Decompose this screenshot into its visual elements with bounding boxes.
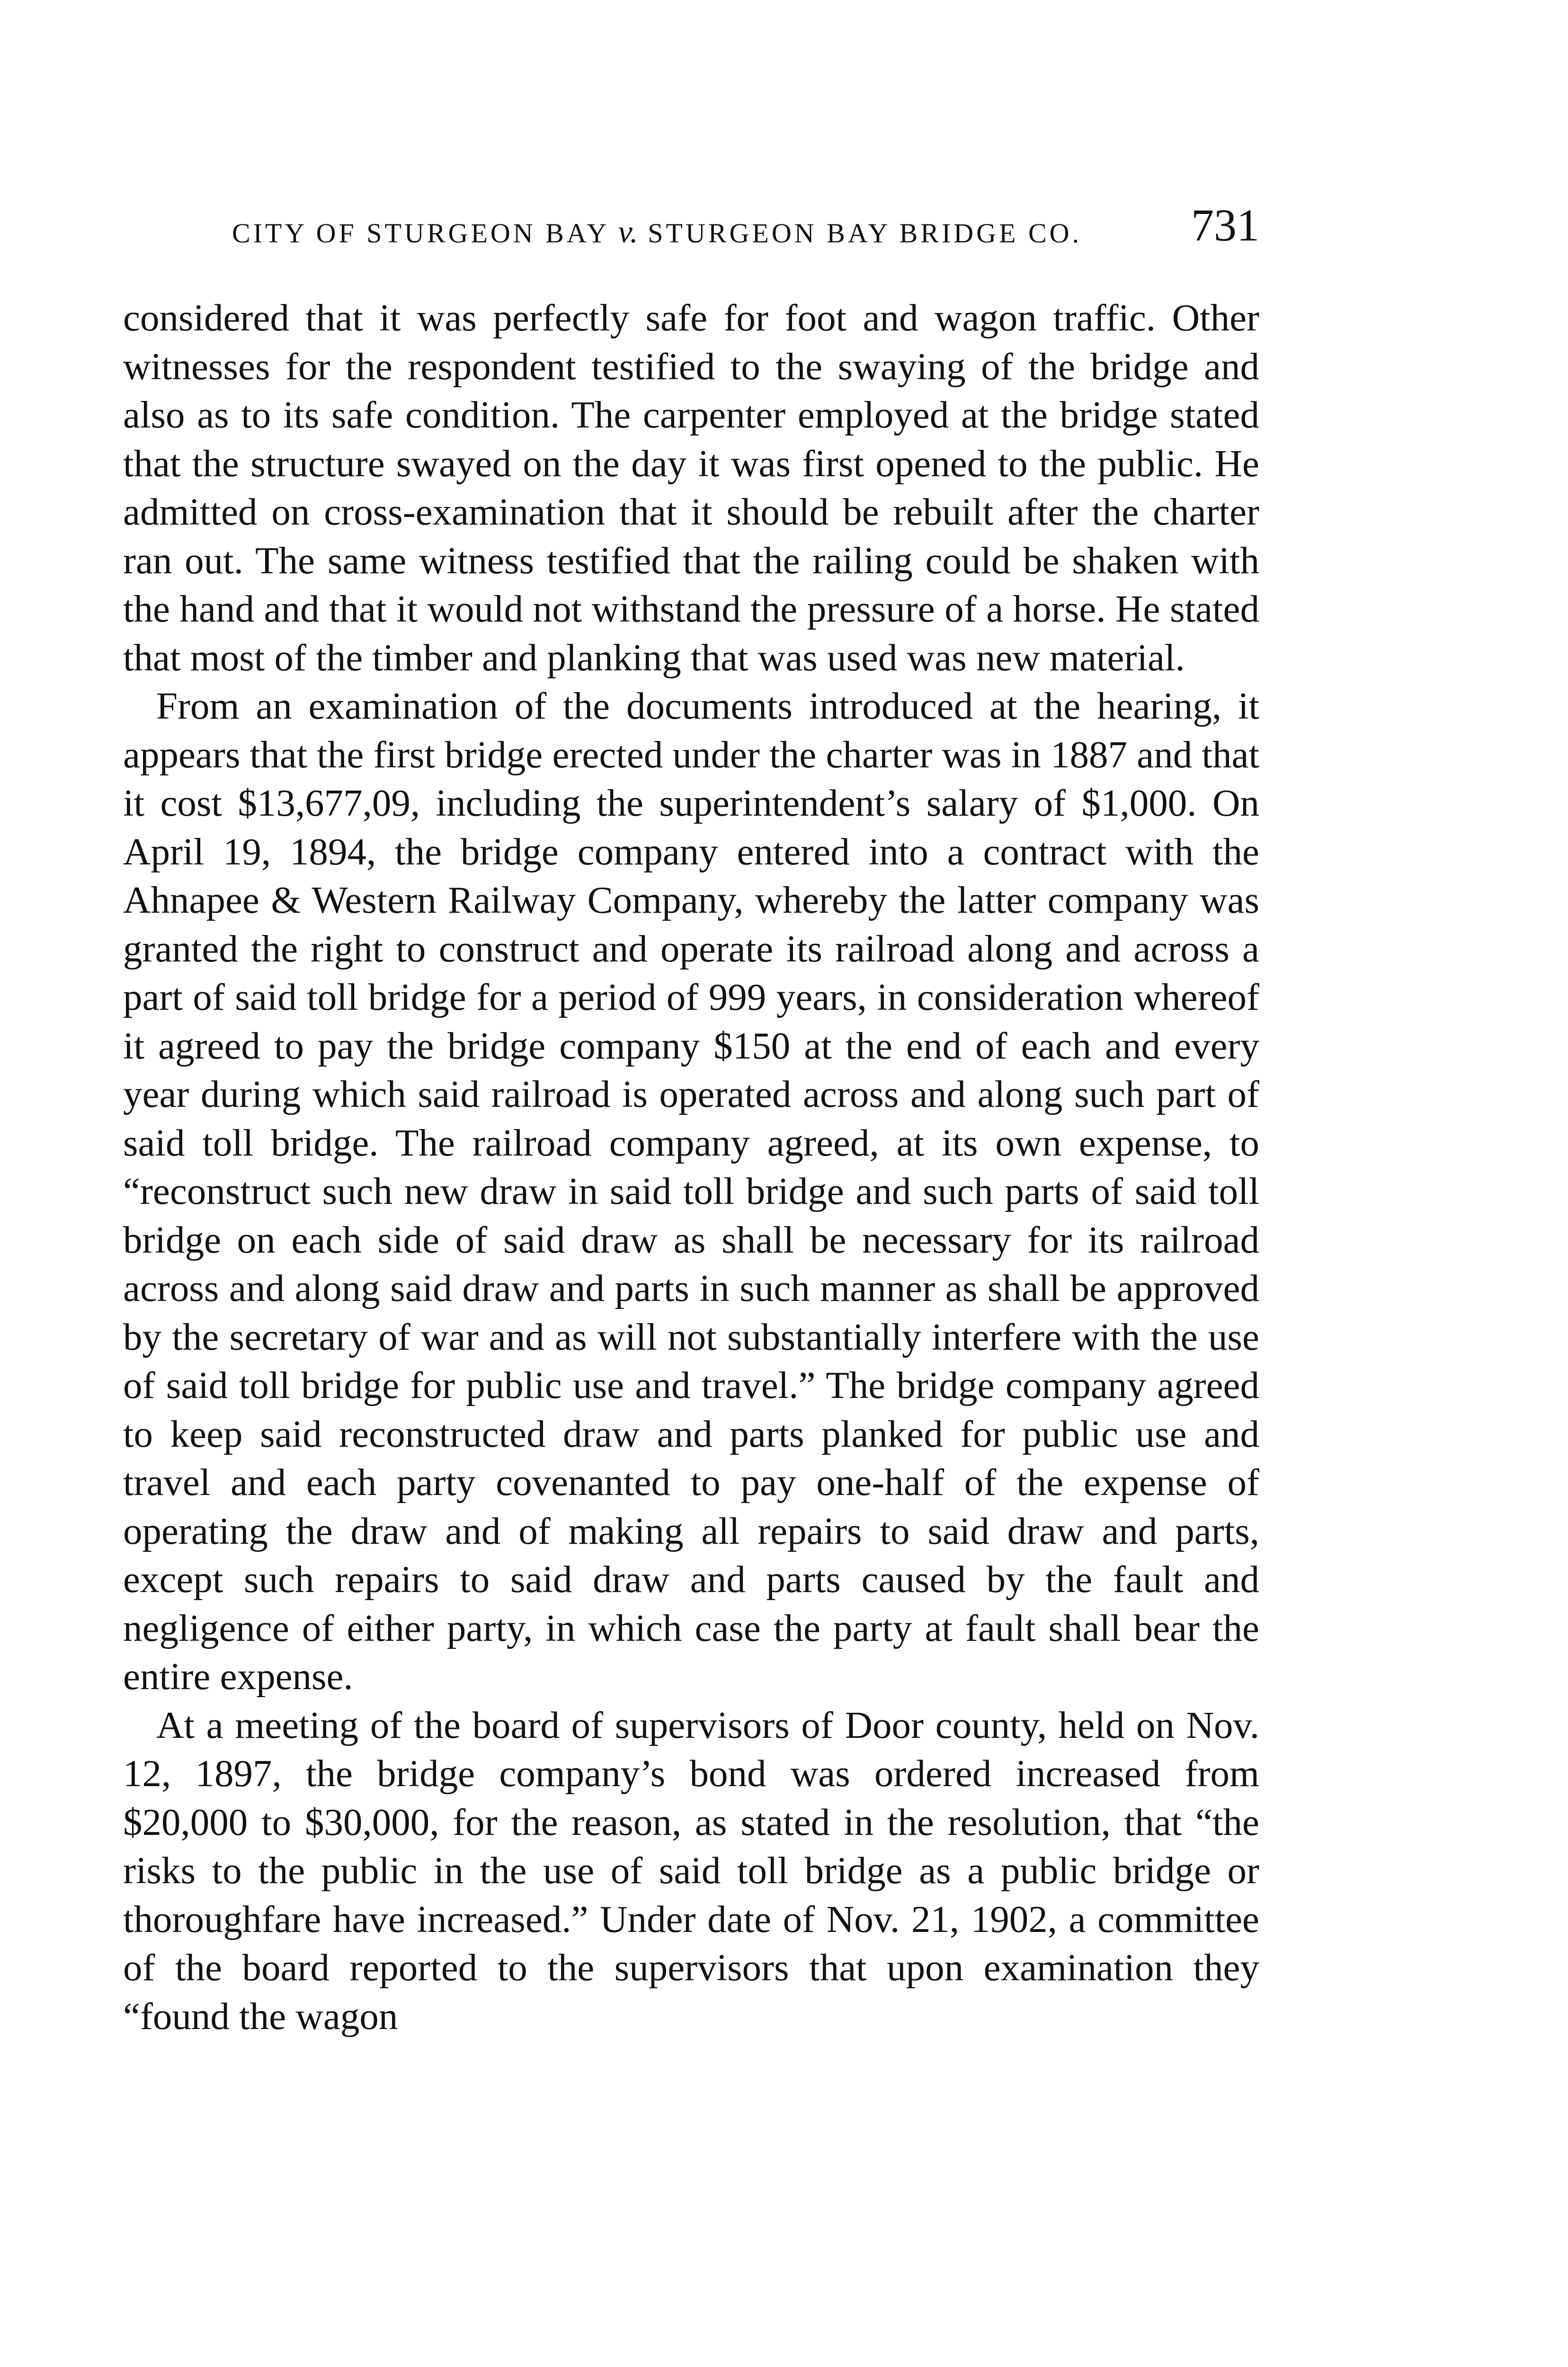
page-number: 731 (1191, 200, 1259, 250)
running-head-versus: v. (618, 214, 638, 249)
paragraph: From an examination of the documents introduced at the hearing, it appears that the first bridge erected under the charter was in 1887 and that it cost $13,677,09, including the superintendent’s salary of $1,000. On April 19, 1894, the bridge company entered into a contract with the Ahnapee & Western Railway Company, whereby the latter company was granted the right to construct and operate its railroad along and across a part of said toll bridge for a period of 999 years, in consideration whereof it agreed to pay the bridge company $150 at the end of each and every year during which said railroad is operated across and along such part of said toll bridge. The railroad company agreed, at its own expense, to “reconstruct such new draw in said toll bridge and such parts of said toll bridge on each side of said draw as shall be necessary for its railroad across and along said draw and parts in such manner as shall be approved by the secretary of war and as will not substantially interfere with the use of said toll bridge for public use and travel.” The bridge company agreed to keep said reconstructed draw and parts planked for public use and travel and each party covenanted to pay one-half of the expense of operating the draw and of making all repairs to said draw and parts, except such repairs to said draw and parts caused by the fault and negligence of either party, in which case the party at fault shall bear the entire expense. (123, 685, 1259, 1698)
running-head-part-1: CITY OF STURGEON BAY (232, 218, 618, 249)
opinion-text (123, 294, 1259, 2040)
running-head-title (232, 213, 1082, 250)
paragraph: At a meeting of the board of supervisors of Door county, held on Nov. 12, 1897, the bridge company’s bond was ordered increased from $20,000 to $30,000, for the reason, as stated in the resolution, that “the risks to the public in the use of said toll bridge as a public bridge or thoroughfare have increased.” Under date of Nov. 21, 1902, a committee of the board reported to the supervisors that upon examination they “found the wagon (123, 1703, 1259, 2038)
running-header (123, 199, 1259, 256)
paragraph-continued: considered that it was perfectly safe for foot and wagon traffic. Other witnesses for the respondent testified to the swaying of the bridge and also as to its safe condition. The carpenter employed at the bridge stated that the structure swayed on the day it was first opened to the public. He admitted on cross-examination that it should be rebuilt after the charter ran out. The same witness testified that the railing could be shaken with the hand and that it would not withstand the pressure of a horse. He stated that most of the timber and planking that was used was new material. (123, 296, 1259, 679)
running-head-part-2: STURGEON BAY BRIDGE CO. (638, 218, 1082, 249)
